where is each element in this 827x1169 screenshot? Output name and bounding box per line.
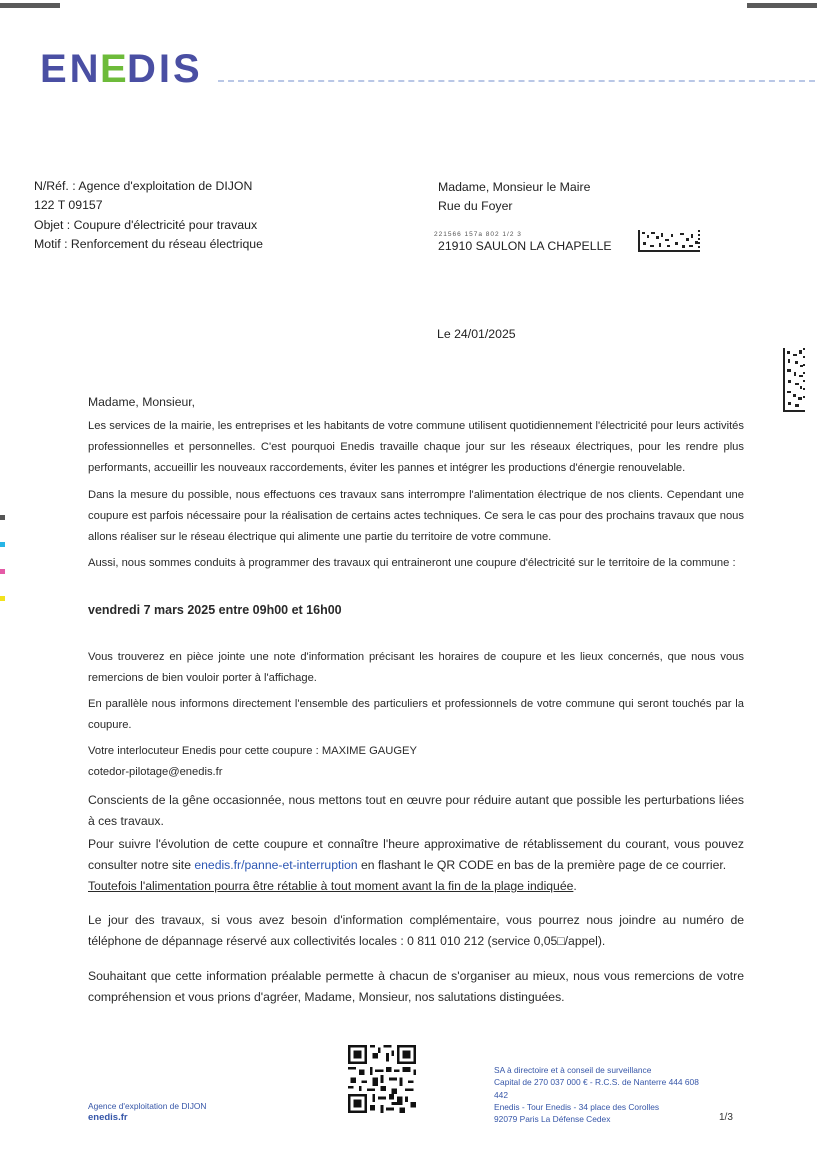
restore-warning-period: . [573, 879, 577, 893]
header-dashed-line [218, 80, 815, 82]
svg-text:E: E [100, 50, 130, 90]
recipient-name: Madame, Monsieur le Maire [438, 180, 591, 194]
paragraph-4 [88, 647, 744, 689]
legal-line-4: 92079 Paris La Défense Cedex [494, 1114, 611, 1125]
registration-mark-black [0, 515, 5, 520]
paragraph-8 [88, 910, 744, 952]
paragraph-3 [88, 553, 744, 574]
salutation [88, 392, 744, 413]
letter-date: Le 24/01/2025 [437, 327, 516, 341]
contact-email[interactable]: cotedor-pilotage@enedis.fr [88, 766, 223, 778]
registration-mark-magenta [0, 569, 5, 574]
svg-text:DIS: DIS [127, 50, 203, 90]
paragraph-1-text: Les services de la mairie, les entreprises et les habitants de votre commune utilisent quotidiennement l'électricité pour leurs activités professionnelles et personnelles. C'est pourquoi Enedis travaille chaque jour sur les réseaux électriques, pour les rendre plus performants, accueillir les nouveaux raccordements, éviter les pannes et intégrer les productions d'énergie renouvelable. [88, 420, 744, 474]
subject-line: Objet : Coupure d'électricité pour travaux [34, 217, 258, 232]
side-datamatrix-icon [783, 348, 805, 412]
paragraph-3-text: Aussi, nous sommes conduits à programmer des travaux qui entraineront une coupure d'électricité sur le territoire de la commune : [88, 557, 736, 569]
scan-edge-right [747, 3, 817, 8]
restore-warning: Toutefois l'alimentation pourra être rétablie à tout moment avant la fin de la plage indiquée [88, 879, 574, 893]
footer-agency-name: Agence d'exploitation de DIJON [88, 1101, 207, 1111]
recipient-address [434, 178, 612, 256]
paragraph-9 [88, 966, 744, 1008]
qr-code-icon[interactable] [348, 1045, 416, 1113]
reference-number: 122 T 09157 [34, 198, 103, 213]
reason-line: Motif : Renforcement du réseau électrique [34, 237, 263, 252]
closing-paragraph: Souhaitant que cette information préalable permette à chacun de s'organiser au mieux, nous vous remercions de votre compréhension et vous prions d'agréer, Madame, Monsieur, nos salutations distinguées. [88, 969, 744, 1004]
registration-mark-cyan [0, 542, 5, 547]
paragraph-5-text: En parallèle nous informons directement l'ensemble des particuliers et professionnels de votre commune qui seront touchés par la coupure. [88, 698, 744, 731]
paragraph-2-text: Dans la mesure du possible, nous effectuons ces travaux sans interrompre l'alimentation électrique de nos clients. Cependant une coupure est parfois nécessaire pour la réalisation de certains actes techniques. Ce sera le cas pour des prochains travaux que nous allons réaliser sur le réseau électrique qui alimente une partie du territoire de votre commune. [88, 489, 744, 543]
paragraph-6-text: Conscients de la gêne occasionnée, nous mettons tout en œuvre pour réduire autant que possible les perturbations liées à ces travaux. [88, 793, 744, 828]
footer-agency [88, 1100, 206, 1124]
reference-line: N/Réf. : Agence d'exploitation de DIJON [34, 179, 253, 193]
contact-block [88, 741, 744, 783]
legal-line-2: Capital de 270 037 000 € - R.C.S. de Nanterre 444 608 442 [494, 1077, 699, 1100]
scan-edge-left [0, 3, 60, 8]
paragraph-6 [88, 790, 744, 832]
paragraph-7 [88, 834, 744, 897]
paragraph-7-qr-text: en flashant le QR CODE en bas de la première page de ce courrier. [357, 858, 727, 872]
svg-text:EN: EN [40, 50, 102, 90]
paragraph-1 [88, 416, 744, 479]
paragraph-2 [88, 485, 744, 548]
enedis-logo [40, 50, 210, 97]
recipient-city: 21910 SAULON LA CHAPELLE [438, 238, 612, 253]
postal-sort-code: 221566 157a 802 1/2 3 [434, 231, 522, 238]
page-number: 1/3 [719, 1112, 733, 1123]
footer-site-link[interactable]: enedis.fr [88, 1112, 128, 1123]
contact-label: Votre interlocuteur Enedis pour cette coupure : MAXIME GAUGEY [88, 745, 417, 757]
legal-line-1: SA à directoire et à conseil de surveillance [494, 1065, 652, 1075]
paragraph-8-text: Le jour des travaux, si vous avez besoin d'information complémentaire, vous pourrez nous joindre au numéro de téléphone de dépannage réservé aux collectivités locales : 0 811 010 212 (service 0,05□/appel). [88, 913, 744, 948]
legal-line-3: Enedis - Tour Enedis - 34 place des Corolles [494, 1101, 660, 1112]
enedis-logo-mark [40, 50, 210, 90]
paragraph-4-text: Vous trouverez en pièce jointe une note d'information précisant les horaires de coupure et les lieux concernés, que nous vous remercions de bien vouloir porter à l'affichage. [88, 651, 744, 684]
recipient-street: Rue du Foyer [438, 199, 513, 214]
paragraph-5 [88, 694, 744, 736]
registration-mark-yellow [0, 596, 5, 601]
paragraph-7-intro: Pour suivre l'évolution de cette coupure et connaître l'heure approximative de rétablissement du courant, vous pouvez consulter notre site [88, 837, 744, 872]
salutation-text: Madame, Monsieur, [88, 395, 196, 409]
outage-schedule-text: vendredi 7 mars 2025 entre 09h00 et 16h00 [88, 603, 342, 617]
footer-legal [494, 1064, 704, 1125]
outage-info-link[interactable]: enedis.fr/panne-et-interruption [194, 858, 358, 872]
paragraph-7-text [88, 834, 744, 897]
outage-schedule [88, 600, 744, 621]
datamatrix-icon [638, 230, 700, 252]
reference-block [34, 177, 263, 255]
